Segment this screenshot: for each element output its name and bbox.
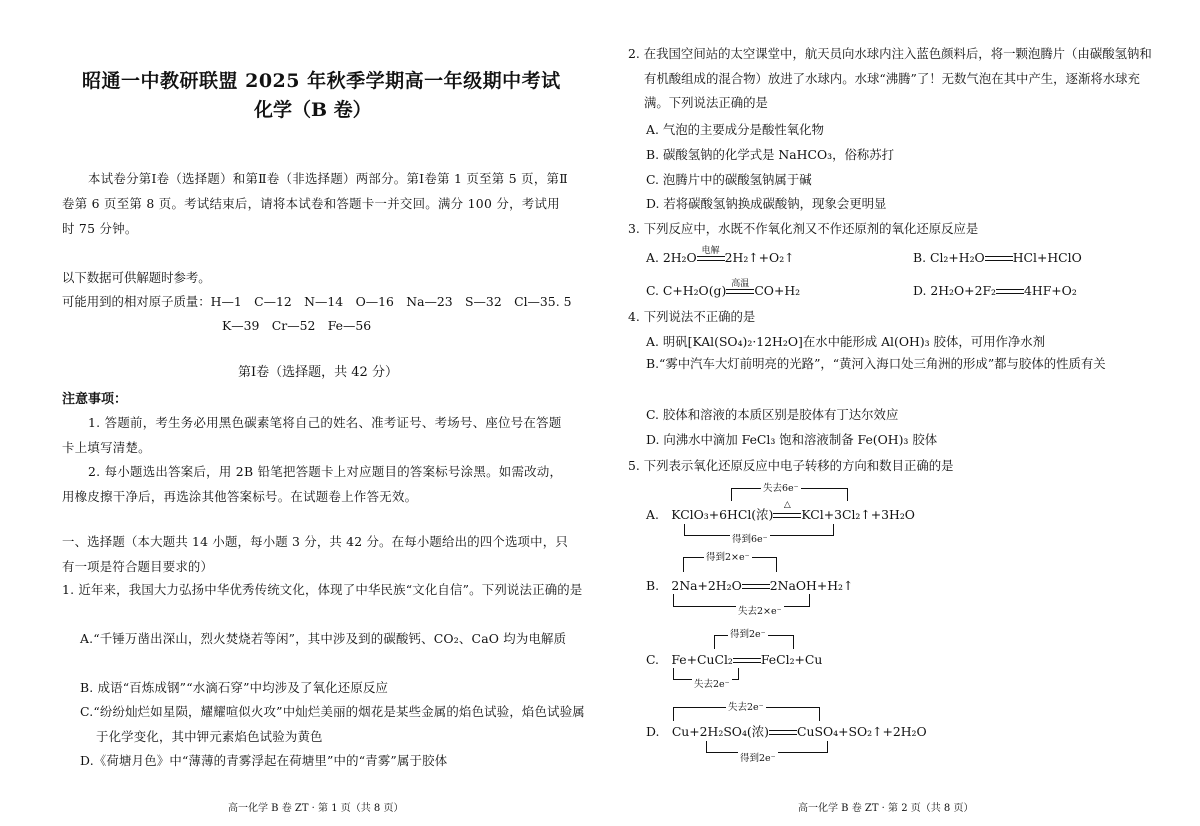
q2-option-a: A. 气泡的主要成分是酸性氧化物 [646, 122, 824, 137]
condition-label: △ [783, 499, 791, 510]
q4-option-b: B.“雾中汽车大灯前明亮的光路”，“黄河入海口处三角洲的形成”都与胶体的性质有关 [646, 356, 1106, 371]
q5-a-products: KCl+3Cl₂↑+3H₂O [801, 507, 915, 522]
q4-option-d: D. 向沸水中滴加 FeCl₃ 饱和溶液制备 Fe(OH)₃ 胶体 [646, 432, 938, 447]
part1-intro: 一、选择题（本大题共 14 小题，每小题 3 分，共 42 分。在每小题给出的四个选项中，只有一项是符合题目要求的） [62, 534, 568, 574]
q3-c-reactants: C. C+H₂O(g) [646, 283, 727, 298]
electron-label-top-c: 得到2e⁻ [728, 626, 768, 640]
q3-a-reactants: A. 2H₂O [646, 250, 697, 265]
q3-c-products: CO+H₂ [754, 283, 801, 298]
equals-sign [697, 245, 725, 264]
equals-sign [726, 278, 754, 297]
q5-c-products: FeCl₂+Cu [760, 652, 823, 667]
q1-option-d: D.《荷塘月色》中“薄薄的青雾浮起在荷塘里”中的“青雾”属于胶体 [80, 753, 448, 768]
q5-b-products: 2NaOH+H₂↑ [769, 578, 854, 593]
exam-subtitle: 化学（B 卷） [254, 99, 372, 121]
notes-title: 注意事项： [62, 392, 128, 407]
note-1: 1. 答题前，考生务必用黑色碳素笔将自己的姓名、准考证号、考场号、座位号在答题卡上填写清楚。 [62, 415, 562, 455]
exam-title: 昭通一中教研联盟 2025 年秋季学期高一年级期中考试 [82, 70, 561, 92]
electron-label-bottom-c: 失去2e⁻ [692, 676, 732, 690]
section-heading: 第Ⅰ卷（选择题，共 42 分） [238, 365, 398, 380]
electron-label-top-d: 失去2e⁻ [726, 699, 766, 713]
equals-sign [742, 582, 770, 592]
equals-sign [773, 499, 801, 521]
data-note: 以下数据可供解题时参考。 [62, 270, 211, 285]
page-footer-right: 高一化学 B 卷 ZT · 第 2 页（共 8 页） [798, 803, 974, 814]
q5-option-d [646, 722, 927, 740]
q2-option-c: C. 泡腾片中的碳酸氢钠属于碱 [646, 172, 812, 187]
q3-option-c [646, 278, 801, 298]
q3-option-a [646, 245, 795, 265]
condition-label: 电解 [701, 245, 720, 256]
q2-stem: 2. 在我国空间站的太空课堂中，航天员向水球内注入蓝色颜料后，将一颗泡腾片（由碳酸氢钠和有机酸组成的混合物）放进了水球内。水球“沸腾”了！无数气泡在其中产生，逐渐将水球充满。下列说法正确的是 [628, 46, 1152, 110]
q4-option-c: C. 胶体和溶液的本质区别是胶体有丁达尔效应 [646, 407, 899, 422]
page-footer-left: 高一化学 B 卷 ZT · 第 1 页（共 8 页） [228, 803, 404, 814]
q5-option-b [646, 576, 853, 594]
q5-d-products: CuSO₄+SO₂↑+2H₂O [797, 724, 927, 739]
q5-d-reactants: D. Cu+2H₂SO₄(浓) [646, 724, 769, 739]
q5-b-reactants: B. 2Na+2H₂O [646, 578, 742, 593]
q5-stem: 5. 下列表示氧化还原反应中电子转移的方向和数目正确的是 [628, 458, 954, 473]
q1-stem: 1. 近年来，我国大力弘扬中华优秀传统文化，体现了中华民族“文化自信”。下列说法正确的是 [62, 582, 583, 597]
q5-c-reactants: C. Fe+CuCl₂ [646, 652, 733, 667]
q3-b-reactants: B. Cl₂+H₂O [913, 250, 985, 265]
q1-option-c: C.“纷纷灿烂如星陨，耀耀喧似火攻”中灿烂美丽的烟花是某些金属的焰色试验，焰色试验属于化学变化，其中钾元素焰色试验为黄色 [80, 704, 585, 744]
q3-d-products: 4HF+O₂ [1024, 283, 1077, 298]
q5-a-reactants: A. KClO₃+6HCl(浓) [646, 507, 774, 522]
q2-option-b: B. 碳酸氢钠的化学式是 NaHCO₃，俗称苏打 [646, 147, 895, 162]
electron-label-bottom-d: 得到2e⁻ [738, 750, 778, 764]
equals-sign [733, 656, 761, 666]
atomic-mass-line-2: K—39 Cr—52 Fe—56 [222, 318, 372, 333]
q1-option-b: B. 成语“百炼成钢”“水滴石穿”中均涉及了氧化还原反应 [80, 680, 389, 695]
q2-option-d: D. 若将碳酸氢钠换成碳酸钠，现象会更明显 [646, 196, 887, 211]
q3-a-products: 2H₂↑+O₂↑ [724, 250, 795, 265]
equals-sign [996, 287, 1024, 297]
atomic-mass-line-1: 可能用到的相对原子质量：H—1 C—12 N—14 O—16 Na—23 S—32 Cl—35. 5 [62, 294, 572, 309]
q3-d-reactants: D. 2H₂O+2F₂ [913, 283, 997, 298]
electron-label-top-a: 失去6e⁻ [761, 480, 801, 494]
q1-option-a: A.“千锤万凿出深山，烈火焚烧若等闲”，其中涉及到的碳酸钙、CO₂、CaO 均为电解质 [80, 631, 567, 646]
electron-label-top-b: 得到2×e⁻ [704, 549, 752, 563]
q3-option-d [913, 283, 1077, 298]
q5-option-c [646, 650, 822, 668]
q3-stem: 3. 下列反应中，水既不作氧化剂又不作还原剂的氧化还原反应是 [628, 221, 979, 236]
q4-stem: 4. 下列说法不正确的是 [628, 309, 756, 324]
page-right [600, 0, 1200, 826]
equals-sign [985, 254, 1013, 264]
q3-b-products: HCl+HClO [1012, 250, 1082, 265]
electron-label-bottom-b: 失去2×e⁻ [736, 603, 784, 617]
q3-option-b [913, 250, 1082, 265]
q5-option-a [646, 499, 915, 523]
equals-sign [769, 728, 797, 738]
note-2: 2. 每小题选出答案后，用 2B 铅笔把答题卡上对应题目的答案标号涂黑。如需改动，用橡皮擦干净后，再选涂其他答案标号。在试题卷上作答无效。 [62, 464, 563, 504]
intro-paragraph: 本试卷分第Ⅰ卷（选择题）和第Ⅱ卷（非选择题）两部分。第Ⅰ卷第 1 页至第 5 页，第Ⅱ卷第 6 页至第 8 页。考试结束后，请将本试卷和答题卡一并交回。满分 100 分，考试用时 75 分钟。 [62, 171, 568, 236]
condition-label: 高温 [731, 278, 750, 289]
electron-label-bottom-a: 得到6e⁻ [730, 531, 770, 545]
q4-option-a: A. 明矾[KAl(SO₄)₂·12H₂O]在水中能形成 Al(OH)₃ 胶体，可用作净水剂 [646, 334, 1046, 349]
